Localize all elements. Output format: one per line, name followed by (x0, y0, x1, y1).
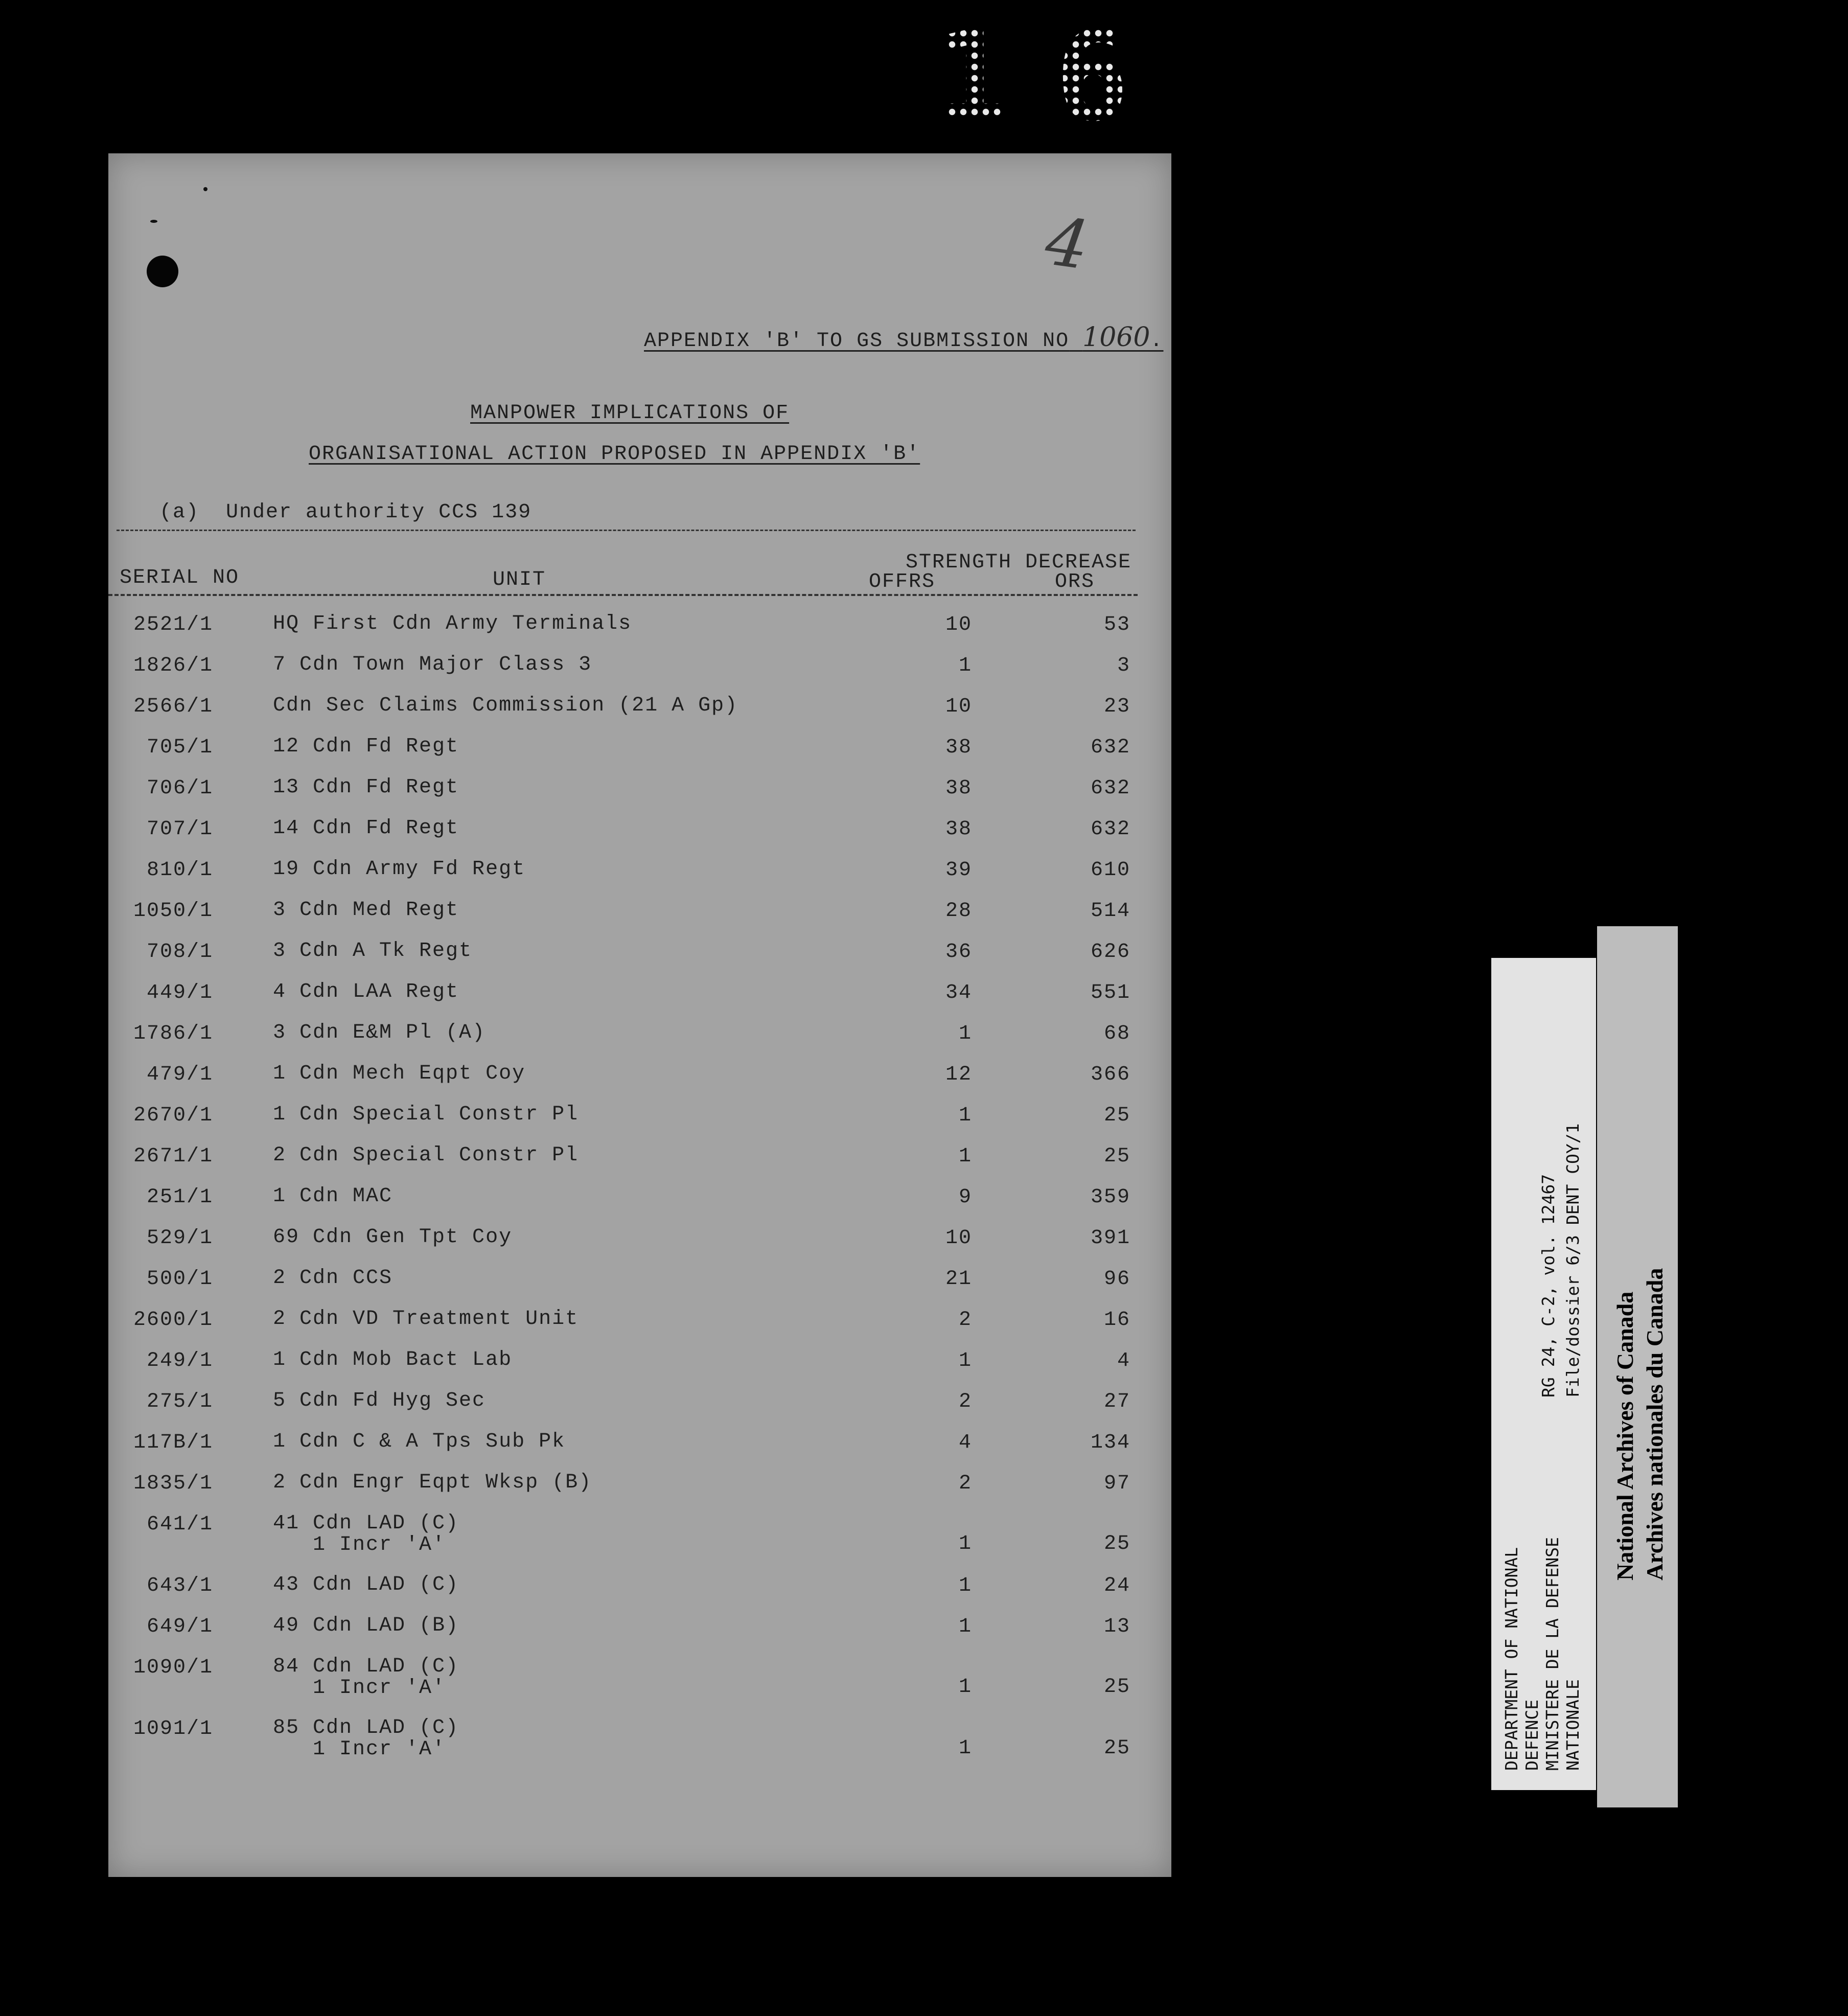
table-row (108, 1716, 1171, 1761)
offrs-cell: 34 (945, 981, 972, 1004)
table-row (108, 900, 1171, 941)
table-row (108, 1227, 1171, 1268)
unit-cell: Cdn Sec Claims Commission (21 A Gp) (273, 694, 738, 717)
offrs-cell: 12 (945, 1063, 972, 1086)
unit-cell: 2 Cdn VD Treatment Unit (273, 1308, 579, 1331)
serial-cell: 649/1 (146, 1615, 213, 1638)
unit-cell: 7 Cdn Town Major Class 3 (273, 653, 592, 676)
speck (203, 187, 207, 191)
serial-cell: 249/1 (146, 1349, 213, 1372)
serial-cell: 643/1 (146, 1574, 213, 1597)
ors-cell: 632 (1090, 818, 1130, 841)
table-row (108, 1349, 1171, 1390)
ors-cell: 134 (1090, 1431, 1130, 1454)
unit-cell: HQ First Cdn Army Terminals (273, 612, 632, 635)
serial-cell: 705/1 (146, 736, 213, 759)
offrs-cell: 9 (958, 1186, 972, 1209)
unit-cell: 12 Cdn Fd Regt (273, 735, 459, 758)
offrs-cell: 38 (945, 777, 972, 800)
unit-cell: 13 Cdn Fd Regt (273, 776, 459, 799)
ors-cell: 359 (1090, 1186, 1130, 1209)
table-row (108, 1431, 1171, 1472)
unit-cell: 1 Cdn C & A Tps Sub Pk (273, 1430, 566, 1453)
unit-cell: 3 Cdn Med Regt (273, 899, 459, 922)
ors-cell: 366 (1090, 1063, 1130, 1086)
table-row (108, 654, 1171, 695)
serial-cell: 1786/1 (133, 1022, 213, 1045)
table-row (108, 1268, 1171, 1309)
ors-cell: 13 (1103, 1615, 1130, 1638)
table-row (108, 1390, 1171, 1431)
ors-cell: 16 (1103, 1309, 1130, 1332)
unit-cell: 2 Cdn CCS (273, 1267, 393, 1290)
ors-cell: 97 (1103, 1472, 1130, 1495)
offrs-cell: 10 (945, 1227, 972, 1250)
ors-cell: 53 (1103, 613, 1130, 636)
unit-cell: 1 Cdn MAC (273, 1185, 393, 1208)
serial-cell: 117B/1 (133, 1431, 213, 1454)
serial-cell: 707/1 (146, 818, 213, 841)
section-heading: (a) Under authority CCS 139 (159, 501, 532, 524)
file-text: File/dossier 6/3 DENT COY/1 (1563, 1123, 1583, 1398)
header-rule (108, 594, 1138, 596)
section-rule (117, 530, 1136, 531)
unit-cell: 5 Cdn Fd Hyg Sec (273, 1389, 486, 1412)
ors-cell: 626 (1090, 941, 1130, 964)
offrs-cell: 1 (958, 1349, 972, 1372)
archive-reference-label (1491, 958, 1596, 1790)
table-row (108, 1063, 1171, 1104)
ors-cell: 3 (1117, 654, 1130, 677)
offrs-cell: 39 (945, 859, 972, 882)
ors-cell: 25 (1103, 1737, 1130, 1760)
appendix-line: APPENDIX 'B' TO GS SUBMISSION NO 1060. (644, 322, 1164, 353)
unit-cell: 19 Cdn Army Fd Regt (273, 858, 526, 881)
table-row (108, 1022, 1171, 1063)
offrs-cell: 1 (958, 1615, 972, 1638)
offrs-cell: 1 (958, 1104, 972, 1127)
serial-cell: 2566/1 (133, 695, 213, 718)
punch-hole (147, 256, 178, 287)
offrs-cell: 10 (945, 613, 972, 636)
table-row (108, 941, 1171, 981)
table-row (108, 695, 1171, 736)
ors-cell: 632 (1090, 736, 1130, 759)
serial-cell: 1090/1 (133, 1656, 213, 1679)
serial-cell: 2521/1 (133, 613, 213, 636)
unit-cell: 2 Cdn Special Constr Pl (273, 1144, 579, 1167)
offrs-cell: 38 (945, 818, 972, 841)
unit-column-header: UNIT (493, 568, 546, 591)
serial-cell: 275/1 (146, 1390, 213, 1413)
unit-cell: 1 Cdn Special Constr Pl (273, 1103, 579, 1126)
serial-cell: 2671/1 (133, 1145, 213, 1168)
ors-cell: 4 (1117, 1349, 1130, 1372)
serial-cell: 810/1 (146, 859, 213, 882)
unit-cell: 41 Cdn LAD (C) 1 Incr 'A' (273, 1512, 459, 1556)
ors-cell: 514 (1090, 900, 1130, 923)
unit-cell: 84 Cdn LAD (C) 1 Incr 'A' (273, 1655, 459, 1700)
ors-cell: 391 (1090, 1227, 1130, 1250)
unit-cell: 43 Cdn LAD (C) (273, 1573, 459, 1596)
serial-cell: 479/1 (146, 1063, 213, 1086)
ors-column-header: ORS (1055, 570, 1095, 593)
ors-cell: 24 (1103, 1574, 1130, 1597)
offrs-cell: 2 (958, 1390, 972, 1413)
offrs-cell: 1 (958, 1676, 972, 1699)
unit-cell: 4 Cdn LAA Regt (273, 980, 459, 1003)
offrs-column-header: OFFRS (869, 570, 936, 593)
table-row (108, 818, 1171, 859)
frame-number: 16 (935, 5, 1175, 148)
ors-cell: 68 (1103, 1022, 1130, 1045)
table-row (108, 1472, 1171, 1513)
serial-cell: 449/1 (146, 981, 213, 1004)
table-row (108, 1145, 1171, 1186)
ors-cell: 25 (1103, 1145, 1130, 1168)
serial-cell: 706/1 (146, 777, 213, 800)
table-row (108, 1104, 1171, 1145)
document-page (108, 153, 1171, 1877)
offrs-cell: 2 (958, 1472, 972, 1495)
table-row (108, 777, 1171, 818)
serial-cell: 2670/1 (133, 1104, 213, 1127)
offrs-cell: 1 (958, 654, 972, 677)
unit-cell: 3 Cdn A Tk Regt (273, 940, 473, 963)
unit-cell: 85 Cdn LAD (C) 1 Incr 'A' (273, 1716, 459, 1761)
speck (150, 220, 157, 223)
serial-column-header: SERIAL NO (120, 566, 240, 589)
serial-cell: 2600/1 (133, 1309, 213, 1332)
ors-cell: 96 (1103, 1268, 1130, 1291)
serial-cell: 1091/1 (133, 1717, 213, 1740)
serial-cell: 708/1 (146, 941, 213, 964)
table-row (108, 859, 1171, 900)
offrs-cell: 36 (945, 941, 972, 964)
offrs-cell: 28 (945, 900, 972, 923)
offrs-cell: 10 (945, 695, 972, 718)
offrs-cell: 38 (945, 736, 972, 759)
offrs-cell: 21 (945, 1268, 972, 1291)
title-line-2: ORGANISATIONAL ACTION PROPOSED IN APPENDIX 'B' (309, 443, 920, 466)
offrs-cell: 1 (958, 1532, 972, 1555)
offrs-cell: 1 (958, 1737, 972, 1760)
table-row (108, 1309, 1171, 1349)
table-row (108, 1655, 1171, 1700)
table-row (108, 1574, 1171, 1615)
offrs-cell: 1 (958, 1145, 972, 1168)
ors-cell: 25 (1103, 1532, 1130, 1555)
offrs-cell: 2 (958, 1309, 972, 1332)
archive-stamp-text: National Archives of Canada Archives nationales du Canada (1612, 1268, 1668, 1580)
ors-cell: 632 (1090, 777, 1130, 800)
serial-cell: 1826/1 (133, 654, 213, 677)
ors-cell: 25 (1103, 1676, 1130, 1699)
table-row (108, 1615, 1171, 1656)
ors-cell: 23 (1103, 695, 1130, 718)
offrs-cell: 1 (958, 1574, 972, 1597)
unit-cell: 1 Cdn Mob Bact Lab (273, 1348, 513, 1371)
offrs-cell: 1 (958, 1022, 972, 1045)
serial-cell: 1050/1 (133, 900, 213, 923)
ors-cell: 25 (1103, 1104, 1130, 1127)
unit-cell: 49 Cdn LAD (B) (273, 1614, 459, 1637)
offrs-cell: 4 (958, 1431, 972, 1454)
title-line-1: MANPOWER IMPLICATIONS OF (470, 402, 790, 425)
serial-cell: 251/1 (146, 1186, 213, 1209)
serial-cell: 641/1 (146, 1513, 213, 1536)
ors-cell: 27 (1103, 1390, 1130, 1413)
unit-cell: 3 Cdn E&M Pl (A) (273, 1021, 486, 1044)
strength-decrease-header: STRENGTH DECREASE (906, 551, 1132, 574)
unit-cell: 2 Cdn Engr Eqpt Wksp (B) (273, 1471, 592, 1494)
table-row (108, 736, 1171, 777)
handwritten-submission-number: 1060 (1082, 322, 1150, 353)
table-row (108, 981, 1171, 1022)
serial-cell: 1835/1 (133, 1472, 213, 1495)
reference-text: RG 24, C-2, vol. 12467 (1538, 1174, 1558, 1398)
archive-stamp-label (1597, 926, 1678, 1807)
table-row (108, 613, 1171, 654)
table-row (108, 1186, 1171, 1227)
serial-cell: 500/1 (146, 1268, 213, 1291)
unit-cell: 14 Cdn Fd Regt (273, 817, 459, 840)
serial-cell: 529/1 (146, 1227, 213, 1250)
handwritten-page-number: 4 (1041, 201, 1094, 285)
unit-cell: 1 Cdn Mech Eqpt Coy (273, 1062, 526, 1085)
unit-cell: 69 Cdn Gen Tpt Coy (273, 1226, 513, 1249)
table-row (108, 1513, 1171, 1554)
ors-cell: 551 (1090, 981, 1130, 1004)
department-text: DEPARTMENT OF NATIONAL DEFENCE MINISTERE DE LA DEFENSE NATIONALE (1502, 1537, 1583, 1771)
ors-cell: 610 (1090, 859, 1130, 882)
